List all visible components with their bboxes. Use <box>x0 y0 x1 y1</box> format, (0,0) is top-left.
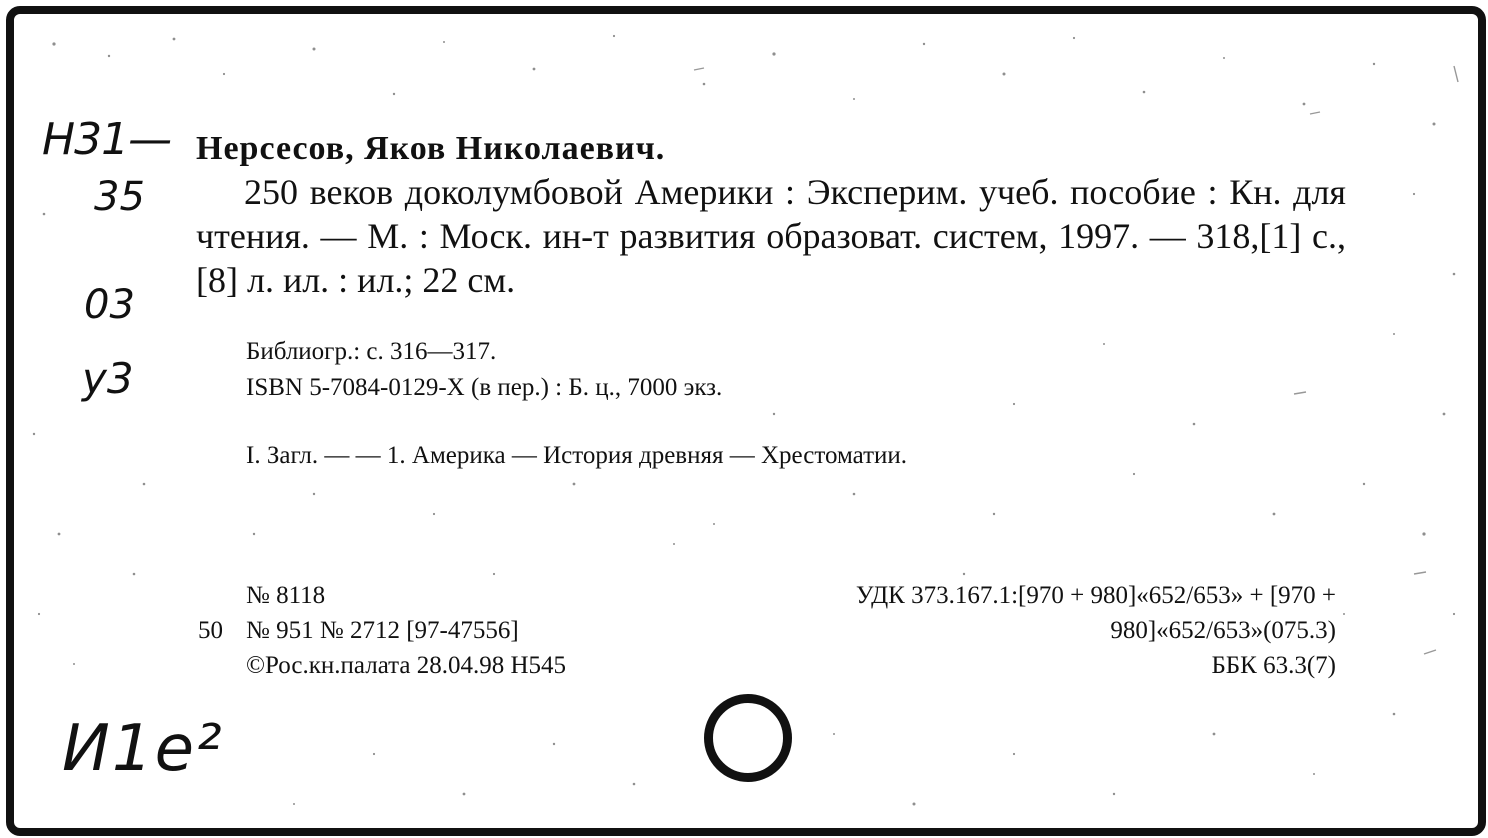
card-prefix: 50 <box>198 617 223 644</box>
isbn-note: ISBN 5-7084-0129-Х (в пер.) : Б. ц., 7000 экз. <box>246 374 723 401</box>
handwritten-call-code-suffix: 35 <box>94 174 145 220</box>
bibliography-note: Библиогр.: с. 316—317. <box>246 338 497 365</box>
handwritten-mark-1: 03 <box>84 282 135 328</box>
numbers-row <box>198 613 566 648</box>
classification-block <box>856 578 1336 683</box>
udc-line-1: УДК 373.167.1:[970 + 980]«652/653» + [970 + <box>855 582 1336 609</box>
udc-line-2: 980]«652/653»(075.3) <box>1110 617 1336 644</box>
card-number: № 8118 <box>246 582 326 609</box>
author-heading: Нерсесов, Яков Николаевич. <box>196 130 666 167</box>
bibliographic-description: 250 веков доколумбовой Америки : Эксперим. учеб. пособие : Кн. для чтения. — М. : Моск. ин-т развития образоват. систем, 1997. — 318,[1] с., [8] л. ил. : ил.; 22 см. <box>196 172 1346 300</box>
card-numbers-block <box>198 578 566 683</box>
handwritten-mark-2: у3 <box>82 354 134 403</box>
catalog-card <box>6 6 1486 836</box>
bbk-code: ББК 63.3(7) <box>1211 652 1336 679</box>
registration-numbers: № 951 № 2712 [97-47556] <box>246 617 519 644</box>
handwritten-call-code: Н31— <box>42 114 172 165</box>
handwritten-inventory-mark: И1е² <box>62 712 224 786</box>
subject-tracings: I. Загл. — — 1. Америка — История древняя — Хрестоматии. <box>246 442 908 469</box>
card-rod-hole <box>704 694 792 782</box>
book-chamber-line: ©Рос.кн.палата 28.04.98 Н545 <box>246 652 567 679</box>
